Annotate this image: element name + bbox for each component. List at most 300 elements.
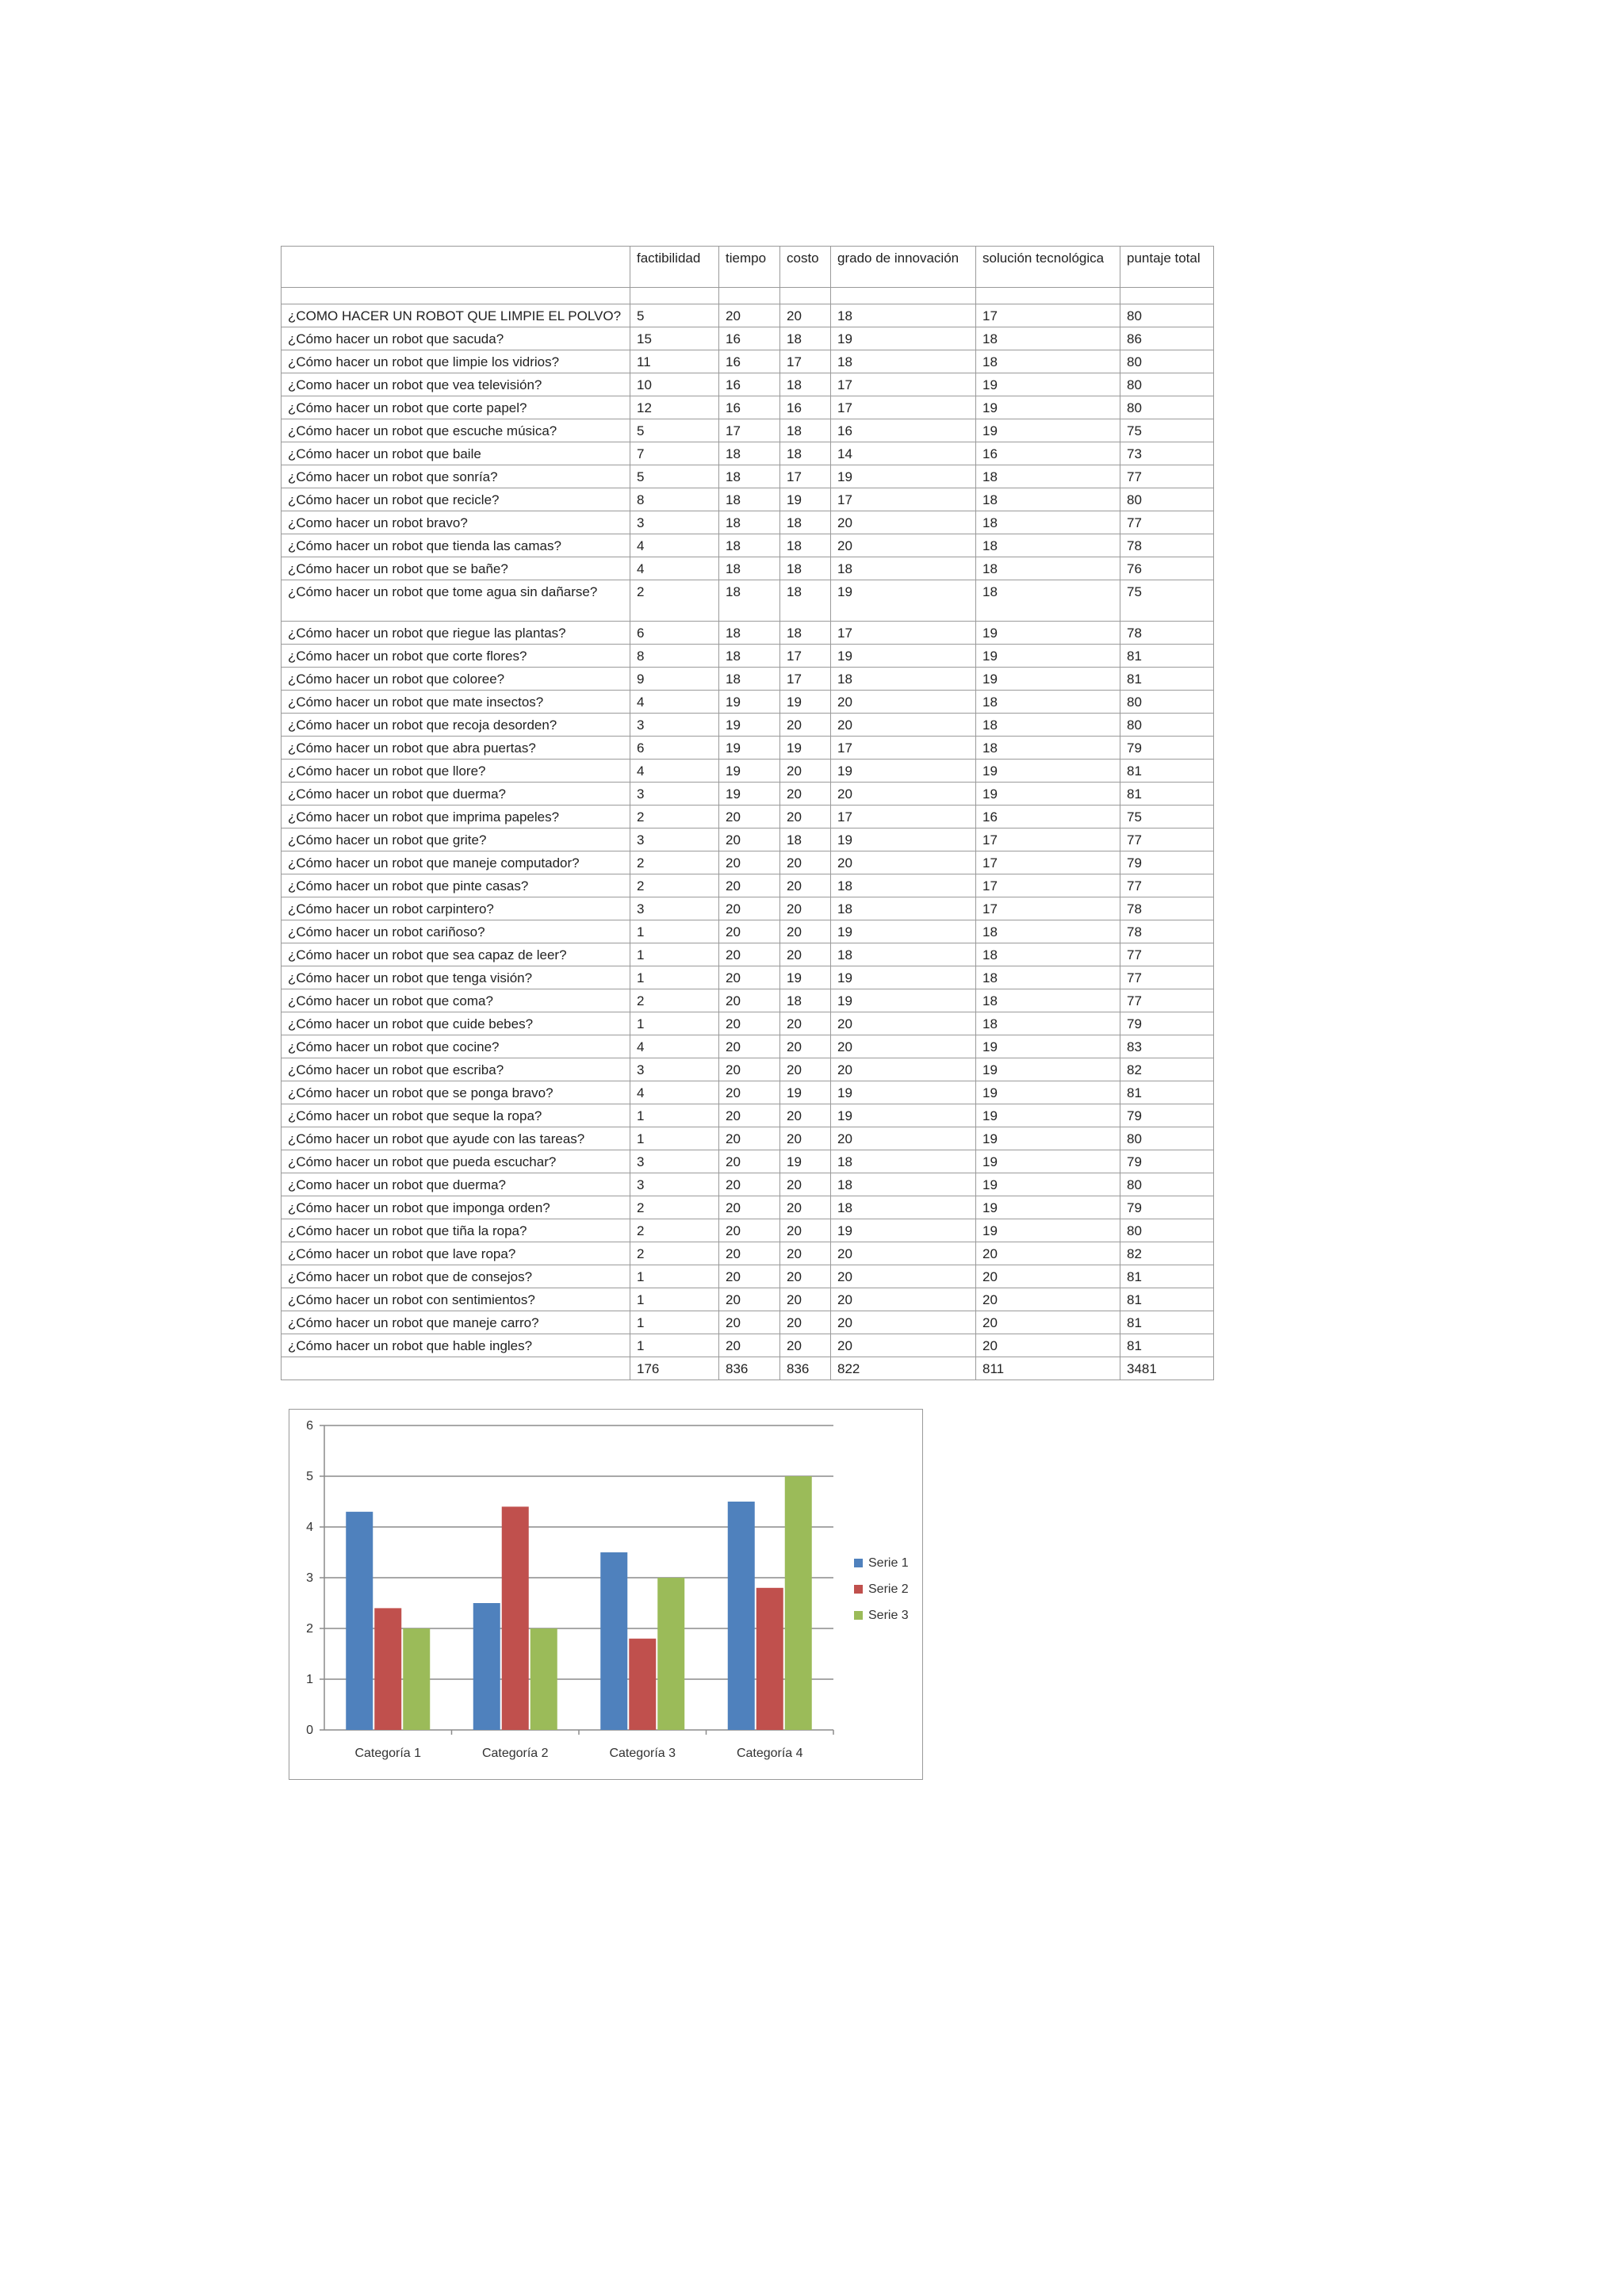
score-cell: 77 xyxy=(1120,966,1214,989)
score-cell: 18 xyxy=(719,645,780,668)
score-cell: 20 xyxy=(780,851,831,874)
bar xyxy=(403,1628,430,1730)
question-cell: ¿Cómo hacer un robot que sonría? xyxy=(282,465,630,488)
score-cell: 17 xyxy=(976,874,1120,897)
score-cell: 19 xyxy=(976,1035,1120,1058)
question-cell: ¿COMO HACER UN ROBOT QUE LIMPIE EL POLVO? xyxy=(282,304,630,327)
table-row xyxy=(282,1104,1214,1127)
table-row xyxy=(282,1058,1214,1081)
score-cell: 1 xyxy=(630,1288,719,1311)
table-row xyxy=(282,622,1214,645)
table-row xyxy=(282,966,1214,989)
score-cell: 19 xyxy=(976,622,1120,645)
score-cell: 18 xyxy=(976,737,1120,760)
score-cell: 19 xyxy=(976,419,1120,442)
score-cell: 20 xyxy=(719,1288,780,1311)
total-cell: 836 xyxy=(780,1357,831,1380)
table-row xyxy=(282,1311,1214,1334)
score-cell: 16 xyxy=(719,396,780,419)
score-cell: 3 xyxy=(630,828,719,851)
score-cell: 81 xyxy=(1120,668,1214,691)
score-cell: 20 xyxy=(780,874,831,897)
score-cell: 18 xyxy=(976,989,1120,1012)
score-cell: 19 xyxy=(976,1081,1120,1104)
x-tick-label: Categoría 4 xyxy=(736,1747,803,1760)
score-cell: 18 xyxy=(831,557,976,580)
score-cell: 20 xyxy=(719,1127,780,1150)
score-cell: 19 xyxy=(976,1173,1120,1196)
score-cell: 4 xyxy=(630,691,719,714)
score-cell: 20 xyxy=(780,1311,831,1334)
score-cell: 19 xyxy=(976,645,1120,668)
question-cell: ¿Cómo hacer un robot que tiña la ropa? xyxy=(282,1219,630,1242)
score-cell: 19 xyxy=(976,668,1120,691)
score-cell: 20 xyxy=(976,1265,1120,1288)
score-cell: 77 xyxy=(1120,943,1214,966)
table-row xyxy=(282,1242,1214,1265)
score-cell: 20 xyxy=(719,897,780,920)
y-tick-label: 0 xyxy=(306,1724,313,1737)
table-row xyxy=(282,511,1214,534)
table-row xyxy=(282,668,1214,691)
score-cell: 20 xyxy=(780,783,831,806)
question-cell: ¿Cómo hacer un robot que se bañe? xyxy=(282,557,630,580)
score-cell: 19 xyxy=(831,966,976,989)
empty-cell xyxy=(1120,288,1214,304)
score-cell: 18 xyxy=(976,920,1120,943)
score-cell: 19 xyxy=(831,1219,976,1242)
score-cell: 19 xyxy=(719,691,780,714)
score-cell: 20 xyxy=(719,966,780,989)
score-cell: 81 xyxy=(1120,1081,1214,1104)
table-row xyxy=(282,760,1214,783)
score-cell: 20 xyxy=(831,714,976,737)
table-row xyxy=(282,943,1214,966)
score-cell: 79 xyxy=(1120,737,1214,760)
total-cell: 836 xyxy=(719,1357,780,1380)
question-cell: ¿Cómo hacer un robot que escriba? xyxy=(282,1058,630,1081)
score-cell: 4 xyxy=(630,534,719,557)
empty-cell xyxy=(630,288,719,304)
bar xyxy=(374,1608,401,1730)
score-cell: 80 xyxy=(1120,1219,1214,1242)
score-cell: 79 xyxy=(1120,851,1214,874)
score-cell: 18 xyxy=(780,373,831,396)
table-row xyxy=(282,419,1214,442)
question-cell: ¿Cómo hacer un robot que tienda las camas? xyxy=(282,534,630,557)
score-cell: 18 xyxy=(780,828,831,851)
score-cell: 8 xyxy=(630,488,719,511)
score-cell: 19 xyxy=(831,920,976,943)
score-cell: 20 xyxy=(719,1196,780,1219)
legend-label: Serie 3 xyxy=(868,1609,909,1622)
score-cell: 19 xyxy=(780,737,831,760)
score-cell: 6 xyxy=(630,737,719,760)
score-cell: 16 xyxy=(719,373,780,396)
table-row xyxy=(282,828,1214,851)
empty-cell xyxy=(282,1357,630,1380)
score-cell: 20 xyxy=(719,806,780,828)
score-cell: 20 xyxy=(719,828,780,851)
score-cell: 18 xyxy=(976,557,1120,580)
empty-cell xyxy=(976,288,1120,304)
score-cell: 19 xyxy=(976,396,1120,419)
score-cell: 1 xyxy=(630,943,719,966)
table-row xyxy=(282,304,1214,327)
score-cell: 75 xyxy=(1120,419,1214,442)
bar-chart xyxy=(289,1409,923,1780)
score-cell: 18 xyxy=(719,488,780,511)
question-cell: ¿Cómo hacer un robot que mate insectos? xyxy=(282,691,630,714)
score-cell: 18 xyxy=(780,511,831,534)
score-cell: 20 xyxy=(719,1334,780,1357)
table-row xyxy=(282,580,1214,622)
score-cell: 19 xyxy=(719,760,780,783)
score-cell: 16 xyxy=(719,327,780,350)
score-cell: 75 xyxy=(1120,580,1214,622)
question-cell: ¿Cómo hacer un robot con sentimientos? xyxy=(282,1288,630,1311)
score-cell: 18 xyxy=(780,442,831,465)
table-row xyxy=(282,1334,1214,1357)
legend-swatch xyxy=(854,1559,863,1567)
table-row xyxy=(282,1081,1214,1104)
question-cell: ¿Cómo hacer un robot que abra puertas? xyxy=(282,737,630,760)
table-row xyxy=(282,327,1214,350)
question-cell: ¿Cómo hacer un robot que coma? xyxy=(282,989,630,1012)
score-cell: 1 xyxy=(630,966,719,989)
question-cell: ¿Cómo hacer un robot que cocine? xyxy=(282,1035,630,1058)
score-cell: 2 xyxy=(630,1242,719,1265)
score-cell: 8 xyxy=(630,645,719,668)
table-row xyxy=(282,1173,1214,1196)
score-cell: 78 xyxy=(1120,897,1214,920)
score-cell: 19 xyxy=(976,373,1120,396)
score-cell: 19 xyxy=(831,828,976,851)
question-cell: ¿Cómo hacer un robot que pinte casas? xyxy=(282,874,630,897)
score-cell: 19 xyxy=(976,760,1120,783)
question-cell: ¿Cómo hacer un robot que recoja desorden? xyxy=(282,714,630,737)
score-cell: 20 xyxy=(831,1265,976,1288)
score-cell: 17 xyxy=(976,851,1120,874)
bar xyxy=(756,1588,783,1730)
score-cell: 20 xyxy=(780,304,831,327)
score-cell: 80 xyxy=(1120,691,1214,714)
table-row xyxy=(282,737,1214,760)
question-cell: ¿Cómo hacer un robot que coloree? xyxy=(282,668,630,691)
score-table xyxy=(281,246,1214,1380)
bar-chart-canvas xyxy=(289,1410,924,1781)
score-cell: 20 xyxy=(780,1196,831,1219)
score-cell: 18 xyxy=(976,580,1120,622)
score-cell: 18 xyxy=(780,419,831,442)
question-cell: ¿Cómo hacer un robot que corte flores? xyxy=(282,645,630,668)
spacer-row xyxy=(282,288,1214,304)
score-cell: 3 xyxy=(630,1150,719,1173)
question-cell: ¿Cómo hacer un robot carpintero? xyxy=(282,897,630,920)
y-tick-label: 6 xyxy=(306,1419,313,1433)
table-row xyxy=(282,1288,1214,1311)
score-cell: 20 xyxy=(719,874,780,897)
score-cell: 18 xyxy=(976,511,1120,534)
score-cell: 6 xyxy=(630,622,719,645)
score-cell: 19 xyxy=(976,1104,1120,1127)
score-cell: 20 xyxy=(831,1058,976,1081)
table-row xyxy=(282,442,1214,465)
score-cell: 20 xyxy=(976,1242,1120,1265)
score-cell: 20 xyxy=(780,897,831,920)
score-cell: 20 xyxy=(719,1058,780,1081)
score-cell: 19 xyxy=(831,645,976,668)
score-cell: 77 xyxy=(1120,511,1214,534)
score-cell: 20 xyxy=(780,714,831,737)
score-cell: 81 xyxy=(1120,1288,1214,1311)
score-cell: 1 xyxy=(630,1012,719,1035)
score-cell: 20 xyxy=(780,1242,831,1265)
score-cell: 20 xyxy=(719,1081,780,1104)
score-cell: 19 xyxy=(831,327,976,350)
question-cell: ¿Cómo hacer un robot que pueda escuchar? xyxy=(282,1150,630,1173)
score-cell: 20 xyxy=(831,1334,976,1357)
x-tick-label: Categoría 3 xyxy=(609,1747,676,1760)
score-cell: 3 xyxy=(630,1058,719,1081)
question-cell: ¿Cómo hacer un robot que maneje carro? xyxy=(282,1311,630,1334)
score-cell: 1 xyxy=(630,1127,719,1150)
legend-label: Serie 1 xyxy=(868,1556,909,1570)
score-cell: 20 xyxy=(831,534,976,557)
table-row xyxy=(282,396,1214,419)
score-cell: 17 xyxy=(831,622,976,645)
score-cell: 5 xyxy=(630,304,719,327)
score-cell: 4 xyxy=(630,1035,719,1058)
score-cell: 79 xyxy=(1120,1196,1214,1219)
question-cell: ¿Cómo hacer un robot que baile xyxy=(282,442,630,465)
empty-cell xyxy=(719,288,780,304)
score-cell: 79 xyxy=(1120,1150,1214,1173)
table-row xyxy=(282,557,1214,580)
score-cell: 18 xyxy=(719,580,780,622)
score-cell: 20 xyxy=(780,1104,831,1127)
score-cell: 16 xyxy=(719,350,780,373)
score-cell: 81 xyxy=(1120,1334,1214,1357)
score-cell: 18 xyxy=(780,989,831,1012)
score-cell: 81 xyxy=(1120,760,1214,783)
total-cell: 3481 xyxy=(1120,1357,1214,1380)
bar xyxy=(629,1639,656,1730)
score-cell: 86 xyxy=(1120,327,1214,350)
column-header: tiempo xyxy=(719,247,780,288)
score-cell: 81 xyxy=(1120,645,1214,668)
score-cell: 15 xyxy=(630,327,719,350)
score-cell: 18 xyxy=(976,465,1120,488)
score-cell: 20 xyxy=(719,920,780,943)
score-cell: 77 xyxy=(1120,989,1214,1012)
score-cell: 1 xyxy=(630,1334,719,1357)
question-cell: ¿Cómo hacer un robot que imponga orden? xyxy=(282,1196,630,1219)
question-cell: ¿Cómo hacer un robot que ayude con las tareas? xyxy=(282,1127,630,1150)
score-cell: 1 xyxy=(630,920,719,943)
y-tick-label: 3 xyxy=(306,1571,313,1585)
score-cell: 17 xyxy=(780,668,831,691)
score-cell: 18 xyxy=(976,350,1120,373)
score-cell: 19 xyxy=(831,465,976,488)
question-cell: ¿Cómo hacer un robot que tome agua sin dañarse? xyxy=(282,580,630,622)
score-cell: 18 xyxy=(719,511,780,534)
score-cell: 79 xyxy=(1120,1012,1214,1035)
score-cell: 20 xyxy=(831,1242,976,1265)
score-cell: 18 xyxy=(976,714,1120,737)
column-header xyxy=(282,247,630,288)
table-row xyxy=(282,806,1214,828)
score-cell: 20 xyxy=(780,1012,831,1035)
score-cell: 4 xyxy=(630,760,719,783)
score-cell: 9 xyxy=(630,668,719,691)
score-cell: 19 xyxy=(831,760,976,783)
question-cell: ¿Cómo hacer un robot que tenga visión? xyxy=(282,966,630,989)
score-cell: 18 xyxy=(976,691,1120,714)
score-cell: 82 xyxy=(1120,1242,1214,1265)
table-row xyxy=(282,1035,1214,1058)
bar xyxy=(502,1506,529,1730)
table-row xyxy=(282,1196,1214,1219)
score-cell: 81 xyxy=(1120,1265,1214,1288)
score-cell: 17 xyxy=(976,897,1120,920)
bar xyxy=(473,1603,500,1730)
total-cell: 822 xyxy=(831,1357,976,1380)
empty-cell xyxy=(282,288,630,304)
score-cell: 20 xyxy=(780,1288,831,1311)
question-cell: ¿Cómo hacer un robot que sacuda? xyxy=(282,327,630,350)
score-cell: 19 xyxy=(976,1127,1120,1150)
score-cell: 19 xyxy=(831,989,976,1012)
score-cell: 17 xyxy=(831,373,976,396)
score-cell: 12 xyxy=(630,396,719,419)
score-cell: 19 xyxy=(976,1219,1120,1242)
score-cell: 75 xyxy=(1120,806,1214,828)
table-row xyxy=(282,989,1214,1012)
score-cell: 14 xyxy=(831,442,976,465)
score-cell: 16 xyxy=(831,419,976,442)
score-cell: 80 xyxy=(1120,714,1214,737)
score-cell: 78 xyxy=(1120,534,1214,557)
score-cell: 20 xyxy=(780,1334,831,1357)
score-cell: 20 xyxy=(719,1104,780,1127)
column-header: solución tecnológica xyxy=(976,247,1120,288)
question-cell: ¿Cómo hacer un robot que duerma? xyxy=(282,783,630,806)
score-cell: 18 xyxy=(780,580,831,622)
score-cell: 77 xyxy=(1120,874,1214,897)
score-cell: 20 xyxy=(976,1311,1120,1334)
score-cell: 18 xyxy=(831,350,976,373)
question-cell: ¿Como hacer un robot bravo? xyxy=(282,511,630,534)
table-row xyxy=(282,1219,1214,1242)
score-cell: 19 xyxy=(780,1081,831,1104)
question-cell: ¿Cómo hacer un robot que sea capaz de leer? xyxy=(282,943,630,966)
score-cell: 20 xyxy=(780,760,831,783)
score-cell: 80 xyxy=(1120,1127,1214,1150)
score-cell: 18 xyxy=(976,327,1120,350)
total-cell: 176 xyxy=(630,1357,719,1380)
table-row xyxy=(282,1127,1214,1150)
y-tick-label: 1 xyxy=(306,1673,313,1686)
score-cell: 20 xyxy=(831,783,976,806)
score-cell: 20 xyxy=(780,943,831,966)
question-cell: ¿Cómo hacer un robot que recicle? xyxy=(282,488,630,511)
score-cell: 18 xyxy=(831,897,976,920)
score-cell: 16 xyxy=(976,806,1120,828)
score-cell: 3 xyxy=(630,1173,719,1196)
score-cell: 3 xyxy=(630,897,719,920)
score-cell: 20 xyxy=(831,511,976,534)
score-cell: 20 xyxy=(719,1219,780,1242)
question-cell: ¿Cómo hacer un robot que corte papel? xyxy=(282,396,630,419)
table-row xyxy=(282,465,1214,488)
score-cell: 20 xyxy=(976,1288,1120,1311)
score-cell: 3 xyxy=(630,511,719,534)
score-cell: 18 xyxy=(976,534,1120,557)
score-cell: 18 xyxy=(719,534,780,557)
score-cell: 19 xyxy=(780,691,831,714)
empty-cell xyxy=(831,288,976,304)
legend-swatch xyxy=(854,1585,863,1594)
table-row xyxy=(282,373,1214,396)
score-cell: 81 xyxy=(1120,783,1214,806)
score-cell: 20 xyxy=(976,1334,1120,1357)
score-cell: 18 xyxy=(831,1196,976,1219)
score-cell: 2 xyxy=(630,851,719,874)
score-cell: 17 xyxy=(831,806,976,828)
score-cell: 17 xyxy=(831,737,976,760)
score-cell: 18 xyxy=(976,1012,1120,1035)
score-cell: 20 xyxy=(719,1242,780,1265)
score-cell: 80 xyxy=(1120,304,1214,327)
table-row xyxy=(282,783,1214,806)
question-cell: ¿Cómo hacer un robot que riegue las plantas? xyxy=(282,622,630,645)
score-cell: 18 xyxy=(976,943,1120,966)
score-cell: 20 xyxy=(831,1127,976,1150)
score-cell: 79 xyxy=(1120,1104,1214,1127)
score-cell: 18 xyxy=(831,943,976,966)
score-cell: 20 xyxy=(780,1127,831,1150)
question-cell: ¿Cómo hacer un robot que de consejos? xyxy=(282,1265,630,1288)
score-cell: 2 xyxy=(630,580,719,622)
score-cell: 20 xyxy=(719,1012,780,1035)
question-cell: ¿Cómo hacer un robot cariñoso? xyxy=(282,920,630,943)
score-cell: 18 xyxy=(976,488,1120,511)
table-row xyxy=(282,1150,1214,1173)
x-tick-label: Categoría 2 xyxy=(481,1747,549,1760)
score-cell: 83 xyxy=(1120,1035,1214,1058)
score-cell: 18 xyxy=(831,874,976,897)
question-cell: ¿Cómo hacer un robot que imprima papeles? xyxy=(282,806,630,828)
score-cell: 18 xyxy=(831,668,976,691)
score-cell: 5 xyxy=(630,465,719,488)
score-cell: 20 xyxy=(831,851,976,874)
score-cell: 19 xyxy=(780,488,831,511)
table-body xyxy=(282,288,1214,1380)
score-cell: 81 xyxy=(1120,1311,1214,1334)
score-cell: 2 xyxy=(630,1196,719,1219)
score-cell: 77 xyxy=(1120,465,1214,488)
table-row xyxy=(282,1265,1214,1288)
score-cell: 18 xyxy=(719,465,780,488)
score-cell: 19 xyxy=(976,1150,1120,1173)
score-cell: 20 xyxy=(831,1035,976,1058)
score-cell: 18 xyxy=(831,1173,976,1196)
question-cell: ¿Cómo hacer un robot que seque la ropa? xyxy=(282,1104,630,1127)
table-row xyxy=(282,645,1214,668)
total-cell: 811 xyxy=(976,1357,1120,1380)
score-cell: 17 xyxy=(831,488,976,511)
